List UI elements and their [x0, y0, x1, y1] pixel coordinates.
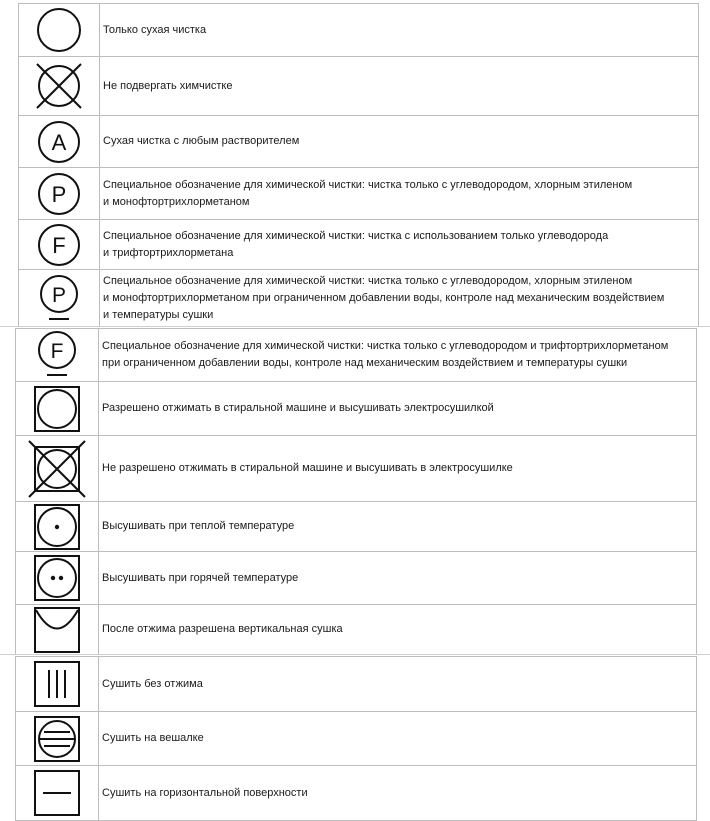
table-row — [19, 167, 698, 219]
row-text: Специальное обозначение для химической чистки: чистка только с углеводородом и трифтортрихлорметаном при ограниченном добавлении воды, контроле над механическим воздействием и температуры сушки — [102, 340, 669, 369]
icon-cell — [16, 436, 99, 501]
row-text: Не разрешено отжимать в стиральной машине и высушивать в электросушилке — [102, 462, 513, 474]
icon-cell — [16, 329, 99, 381]
line-dry-icon — [34, 607, 80, 653]
row-text: Высушивать при теплой температуре — [102, 520, 295, 532]
table-row — [16, 765, 696, 820]
drip-dry-icon — [34, 661, 80, 707]
circle-p-icon — [37, 172, 81, 216]
row-text: Разрешено отжимать в стиральной машине и высушивать электросушилкой — [102, 402, 494, 414]
circle-p-underlined-icon — [37, 273, 81, 323]
icon-cell — [19, 4, 100, 56]
icon-cell — [16, 766, 99, 820]
table-row — [16, 501, 696, 551]
table-row — [16, 604, 696, 654]
row-text: Специальное обозначение для химической чистки: чистка только с углеводородом, хлорным этиленом и монофтортрихлорметаном — [103, 178, 633, 208]
svg-text:P: P — [51, 284, 67, 307]
table-row — [16, 657, 696, 711]
row-text: Сушить без отжима — [102, 677, 203, 690]
icon-cell — [19, 270, 100, 326]
circle-icon — [36, 7, 82, 53]
care-symbols-table-1 — [18, 3, 699, 327]
svg-text:F: F — [52, 232, 66, 258]
hang-dry-icon — [34, 716, 80, 762]
table-row — [16, 329, 696, 381]
table-row — [19, 219, 698, 269]
care-symbols-table-3 — [15, 656, 697, 821]
icon-cell — [16, 382, 99, 435]
icon-cell — [16, 712, 99, 765]
table-row — [16, 551, 696, 604]
svg-text:P: P — [51, 181, 67, 207]
svg-text:F: F — [50, 340, 64, 363]
table-row — [16, 381, 696, 435]
divider — [0, 654, 710, 655]
no-tumble-dry-icon — [27, 439, 87, 499]
icon-cell — [16, 657, 99, 711]
row-text: Высушивать при горячей температуре — [102, 571, 299, 584]
circle-a-icon — [37, 120, 81, 164]
circle-f-underlined-icon — [35, 330, 79, 380]
row-text: Сухая чистка с любым растворителем — [103, 135, 300, 147]
table-row — [19, 4, 698, 56]
tumble-dry-low-icon — [34, 504, 80, 550]
table-row — [19, 269, 698, 326]
care-symbols-table-2 — [15, 328, 697, 655]
table-row — [16, 435, 696, 501]
row-text: Только сухая чистка — [103, 23, 207, 36]
tumble-dry-icon — [34, 386, 80, 432]
icon-cell — [16, 502, 99, 551]
icon-cell — [16, 605, 99, 654]
row-text: Сушить на горизонтальной поверхности — [102, 786, 308, 799]
table-row — [19, 115, 698, 167]
icon-cell — [19, 220, 100, 269]
icon-cell — [19, 116, 100, 167]
icon-cell — [19, 57, 100, 115]
divider — [0, 326, 710, 327]
circle-f-icon — [37, 223, 81, 267]
row-text: После отжима разрешена вертикальная сушка — [102, 623, 343, 635]
row-text: Специальное обозначение для химической чистки: чистка только с углеводородом, хлорным этиленом и монофтортрихлорметаном при ограниченном добавлении воды, контроле над механическим воздействием и температуры сушки — [103, 274, 665, 321]
icon-cell — [16, 552, 99, 604]
row-text: Сушить на вешалке — [102, 732, 204, 744]
table-row — [19, 56, 698, 115]
dry-flat-icon — [34, 770, 80, 816]
icon-cell — [19, 168, 100, 219]
tumble-dry-high-icon — [34, 555, 80, 601]
svg-text:A: A — [51, 129, 67, 155]
crossed-circle-icon — [33, 60, 85, 112]
row-text: Не подвергать химчистке — [103, 79, 233, 92]
table-row — [16, 711, 696, 765]
row-text: Специальное обозначение для химической чистки: чистка с использованием только углеводорода и трифтортрихлорметана — [103, 229, 609, 259]
